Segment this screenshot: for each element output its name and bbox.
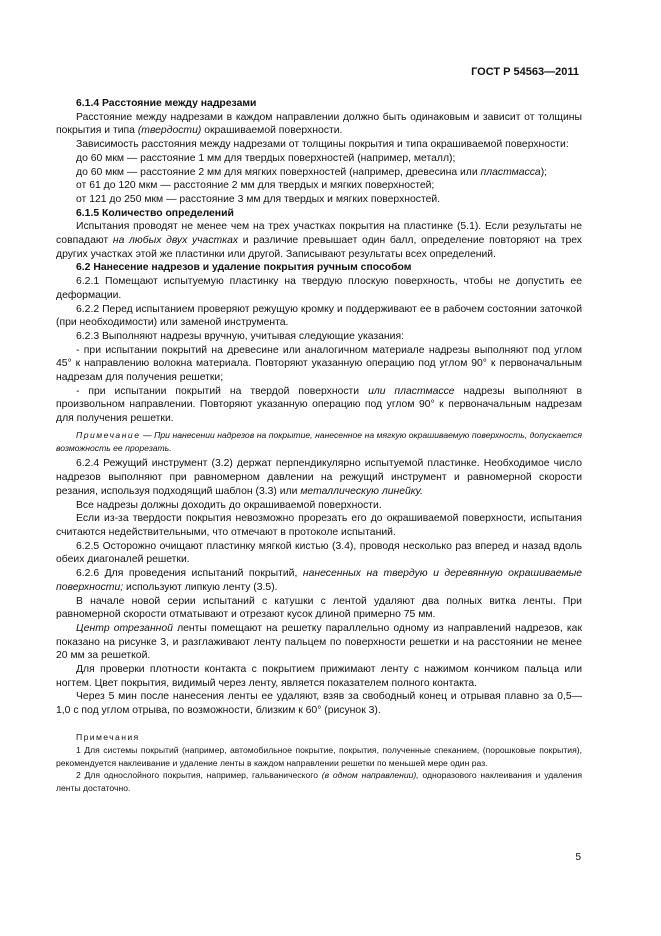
list-item: от 61 до 120 мкм — расстояние 2 мм для твердых и мягких поверхностей; xyxy=(76,180,435,192)
paragraph: Испытания проводят не менее чем на трех участках покрытия на пластинке (5.1). Если результаты не совпадают на любых двух участках и различие превышает один балл, определение повторяют на трех других участках этой же пластинки или другой. Записывают результаты всех определений. xyxy=(56,221,583,260)
paragraph: Расстояние между надрезами в каждом направлении должно быть одинаковым и зависит от толщины покрытия и типа (твердости) окрашиваемой поверхности. xyxy=(56,111,582,137)
note-item: 1 Для системы покрытий (например, автомобильное покрытие, покрытия, полученные спеканием, (порошковые покрытия), рекомендуется наклеивание и удаление ленты в каждом направлении решетки по меньшей мере один раз. xyxy=(56,744,582,768)
list-item: - при испытании покрытий на древесине или аналогичном материале надрезы выполняют под углом 45° к направлению волокна материала. Повторяют указанную операцию под углом 90° к первоначальным надрезам для получения решетки; xyxy=(56,344,582,384)
paragraph: В начале новой серии испытаний с катушки с лентой удаляют два полных витка ленты. При равномерной скорости отматывают и отрезают кусок длиной примерно 75 мм. xyxy=(56,595,582,621)
paragraph: 6.2.2 Перед испытанием проверяют режущую кромку и поддерживают ее в рабочем состоянии заточкой (при необходимости) или заменой инструмента. xyxy=(56,303,582,329)
heading-6-1-5: 6.1.5 Количество определений xyxy=(76,207,234,219)
paragraph: Все надрезы должны доходить до окрашиваемой поверхности. xyxy=(76,499,382,511)
heading-6-1-4: 6.1.4 Расстояние между надрезами xyxy=(76,98,257,109)
paragraph: 6.2.3 Выполняют надрезы вручную, учитывая следующие указания: xyxy=(76,330,404,342)
list-item: от 121 до 250 мкм — расстояние 3 мм для твердых и мягких поверхностей. xyxy=(76,193,441,205)
list-item: - при испытании покрытий на твердой поверхности или пластмассе надрезы выполняют в произвольном направлении. Повторяют указанную операцию под углом 90° к первоначальным надрезам для получения решетки. xyxy=(56,385,582,425)
list-item: до 60 мкм — расстояние 1 мм для твердых поверхностей (например, металл); xyxy=(76,152,456,164)
note-item: 2 Для однослойного покрытия, например, гальванического (в одном направлении), одноразового наклеивания и удаления ленты достаточно. xyxy=(56,770,582,794)
paragraph: Центр отрезанной ленты помещают на решетку параллельно одному из направлений надрезов, как показано на рисунке 3, и разглаживают ленту пальцем по поверхности решетки и на расстоянии не менее 20 мм за решеткой. xyxy=(56,622,582,662)
document-body xyxy=(56,97,582,795)
note: Примечание — При нанесении надрезов на покрытие, нанесенное на мягкую окрашиваемую поверхность, допускается возможность ее прорезать. xyxy=(56,429,582,453)
paragraph: 6.2.6 Для проведения испытаний покрытий, нанесенных на твердую и деревянную окрашиваемые поверхности; используют липкую ленту (3.5). xyxy=(56,568,582,593)
list-item: до 60 мкм — расстояние 2 мм для мягких поверхностей (например, древесина или пластмасса); xyxy=(76,166,548,178)
notes-title: Примечания xyxy=(76,731,140,742)
paragraph: Для проверки плотности контакта с покрытием прижимают ленту с нажимом кончиком пальца или ногтем. Цвет покрытия, видимый через ленту, является показателем полного контакта. xyxy=(56,664,582,689)
paragraph: Если из-за твердости покрытия невозможно прорезать его до окрашиваемой поверхности, испытания считаются недействительными, что отмечают в протоколе испытаний. xyxy=(56,513,582,538)
paragraph: 6.2.1 Помещают испытуемую пластинку на твердую плоскую поверхность, чтобы не допустить ее деформации. xyxy=(56,276,582,301)
document-header: ГОСТ Р 54563—2011 xyxy=(471,66,579,78)
page-number: 5 xyxy=(575,852,581,863)
paragraph: Зависимость расстояния между надрезами от толщины покрытия и типа окрашиваемой поверхности: xyxy=(76,139,569,151)
paragraph: 6.2.4 Режущий инструмент (3.2) держат перпендикулярно испытуемой пластинке. Необходимое число надрезов выполняют при равномерном давлении на режущий инструмент и равномерной скорости резания, используя подходящий шаблон (3.3) или металлическую линейку. xyxy=(56,458,582,497)
paragraph: Через 5 мин после нанесения ленты ее удаляют, взяв за свободный конец и отрывая плавно за 0,5—1,0 с под углом отрыва, по возможности, близким к 60° (рисунок 3). xyxy=(56,691,582,717)
heading-6-2: 6.2 Нанесение надрезов и удаление покрытия ручным способом xyxy=(76,262,412,274)
paragraph: 6.2.5 Осторожно очищают пластинку мягкой кистью (3.4), проводя несколько раз вперед и назад вдоль обеих диагоналей решетки. xyxy=(56,540,582,566)
